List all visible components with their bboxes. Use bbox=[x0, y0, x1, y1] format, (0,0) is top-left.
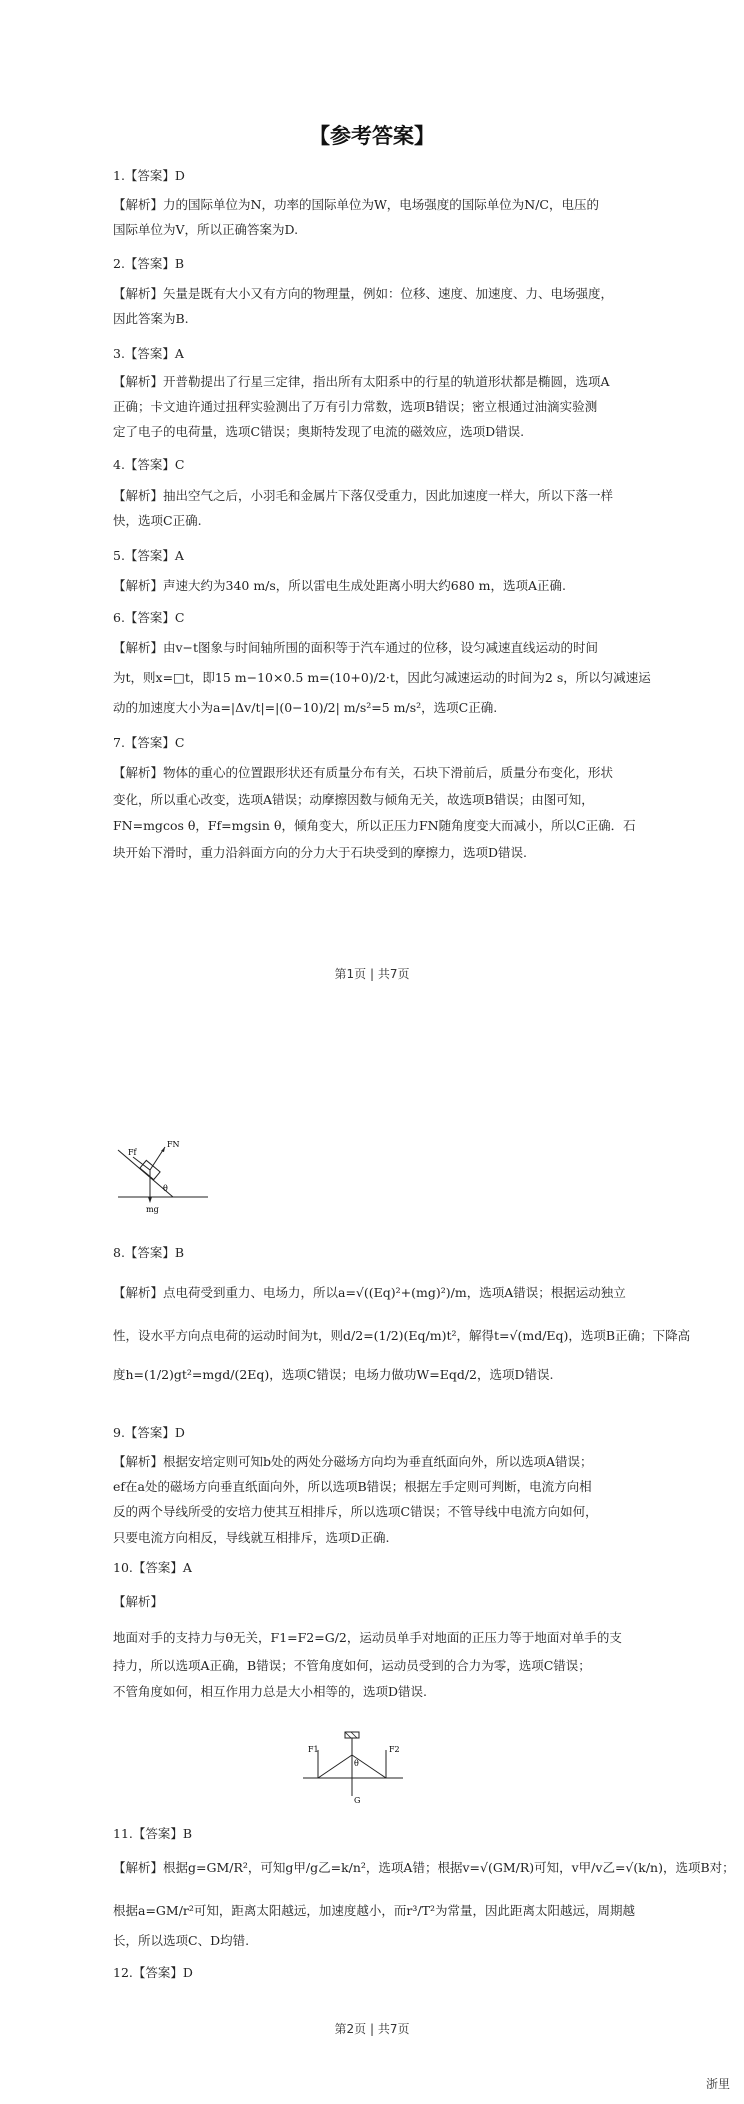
p2-line: 长，所以选项C、D均错. bbox=[113, 1933, 250, 1948]
p2-line: 持力，所以选项A正确，B错误；不管角度如何，运动员受到的合力为零，选项C错误； bbox=[113, 1658, 591, 1673]
p1-line: 正确；卡文迪许通过扭秤实验测出了万有引力常数，选项B错误；密立根通过油滴实验测 bbox=[113, 399, 598, 414]
p1-line: 国际单位为V，所以正确答案为D. bbox=[113, 222, 299, 237]
label-theta-2: θ bbox=[354, 1759, 359, 1768]
p1-line: 1.【答案】D bbox=[113, 168, 185, 183]
label-mg: mg bbox=[146, 1205, 159, 1214]
label-g: G bbox=[354, 1796, 361, 1805]
p1-line: 2.【答案】B bbox=[113, 256, 185, 271]
label-f2: F2 bbox=[389, 1745, 400, 1754]
p2-line: 【解析】根据g=GM/R²，可知g甲/g乙=k/n²，选项A错；根据v=√(GM/R)可知，v甲/v乙=√(k/n)，选项B对； bbox=[113, 1860, 735, 1875]
p1-line: 定了电子的电荷量，选项C错误；奥斯特发现了电流的磁效应，选项D错误. bbox=[113, 424, 525, 439]
p2-line: 8.【答案】B bbox=[113, 1245, 185, 1260]
p2-line: ef在a处的磁场方向垂直纸面向外，所以选项B错误；根据左手定则可判断，电流方向相 bbox=[113, 1479, 592, 1494]
p1-line: FN=mgcos θ，Ff=mgsin θ，倾角变大，所以正压力FN随角度变大而减小，所以C正确．石 bbox=[113, 818, 636, 833]
p2-line: 【解析】 bbox=[113, 1594, 164, 1609]
label-fn: FN bbox=[167, 1140, 180, 1149]
label-theta: θ bbox=[163, 1184, 168, 1193]
p2-line: 根据a=GM/r²可知，距离太阳越远，加速度越小，而r³/T²为常量，因此距离太阳越远，周期越 bbox=[113, 1903, 635, 1918]
p1-line: 4.【答案】C bbox=[113, 457, 185, 472]
p1-line: 快，选项C正确. bbox=[113, 513, 202, 528]
p1-line: 块开始下滑时，重力沿斜面方向的分力大于石块受到的摩擦力，选项D错误. bbox=[113, 845, 527, 860]
p1-line: 因此答案为B. bbox=[113, 311, 189, 326]
p2-line: 度h=(1/2)gt²=mgd/(2Eq)，选项C错误；电场力做功W=Eqd/2，选项D错误. bbox=[113, 1367, 554, 1382]
p2-line: 11.【答案】B bbox=[113, 1826, 193, 1841]
p2-line: 不管角度如何，相互作用力总是大小相等的，选项D错误. bbox=[113, 1684, 427, 1699]
p2-line: 9.【答案】D bbox=[113, 1425, 185, 1440]
p1-line: 【解析】声速大约为340 m/s，所以雷电生成处距离小明大约680 m，选项A正确. bbox=[113, 578, 566, 593]
label-ff: Ff bbox=[128, 1148, 137, 1157]
page-2-footer: 第2页 | 共7页 bbox=[334, 2022, 410, 2036]
p1-line: 为t，则x=□t，即15 m−10×0.5 m=(10+0)/2·t，因此匀减速运动的时间为2 s，所以匀减速运 bbox=[113, 670, 651, 685]
p1-line: 变化，所以重心改变，选项A错误；动摩擦因数与倾角无关，故选项B错误；由图可知， bbox=[113, 792, 594, 807]
p1-line: 【解析】力的国际单位为N，功率的国际单位为W，电场强度的国际单位为N/C，电压的 bbox=[113, 197, 600, 212]
p2-line: 反的两个导线所受的安培力使其互相排斥，所以选项C错误；不管导线中电流方向如何， bbox=[113, 1504, 598, 1519]
p2-line: 【解析】点电荷受到重力、电场力，所以a=√((Eq)²+(mg)²)/m，选项A错误；根据运动独立 bbox=[113, 1285, 626, 1300]
page-1-footer: 第1页 | 共7页 bbox=[334, 967, 410, 981]
p2-line: 10.【答案】A bbox=[113, 1560, 192, 1575]
support-force-diagram bbox=[298, 1730, 408, 1805]
p1-line: 【解析】由v−t图象与时间轴所围的面积等于汽车通过的位移，设匀减速直线运动的时间 bbox=[113, 640, 599, 655]
p2-line: 性，设水平方向点电荷的运动时间为t，则d/2=(1/2)(Eq/m)t²，解得t=√(md/Eq)，选项B正确；下降高 bbox=[113, 1328, 691, 1343]
p2-line: 【解析】根据安培定则可知b处的两处分磁场方向均为垂直纸面向外，所以选项A错误； bbox=[113, 1454, 593, 1469]
p2-line: 只要电流方向相反，导线就互相排斥，选项D正确. bbox=[113, 1530, 390, 1545]
p1-line: 【解析】矢量是既有大小又有方向的物理量，例如：位移、速度、加速度、力、电场强度， bbox=[113, 286, 614, 301]
corner-watermark: 浙里 bbox=[705, 2077, 730, 2091]
p2-line: 12.【答案】D bbox=[113, 1965, 193, 1980]
label-f1: F1 bbox=[308, 1745, 319, 1754]
p1-line: 【解析】抽出空气之后，小羽毛和金属片下落仅受重力，因此加速度一样大，所以下落一样 bbox=[113, 488, 614, 503]
p1-line: 6.【答案】C bbox=[113, 610, 185, 625]
p1-line: 3.【答案】A bbox=[113, 346, 184, 361]
incline-force-diagram bbox=[113, 1135, 213, 1215]
p1-line: 动的加速度大小为a=|Δv/t|=|(0−10)/2| m/s²=5 m/s²，选项C正确. bbox=[113, 700, 498, 715]
page-title: 【参考答案】 bbox=[309, 124, 435, 148]
p1-line: 7.【答案】C bbox=[113, 735, 185, 750]
p1-line: 【解析】开普勒提出了行星三定律，指出所有太阳系中的行星的轨道形状都是椭圆，选项A bbox=[113, 374, 610, 389]
p2-line: 地面对手的支持力与θ无关，F1=F2=G/2，运动员单手对地面的正压力等于地面对单手的支 bbox=[113, 1630, 622, 1645]
p1-line: 5.【答案】A bbox=[113, 548, 184, 563]
p1-line: 【解析】物体的重心的位置跟形状还有质量分布有关，石块下滑前后，质量分布变化，形状 bbox=[113, 765, 614, 780]
